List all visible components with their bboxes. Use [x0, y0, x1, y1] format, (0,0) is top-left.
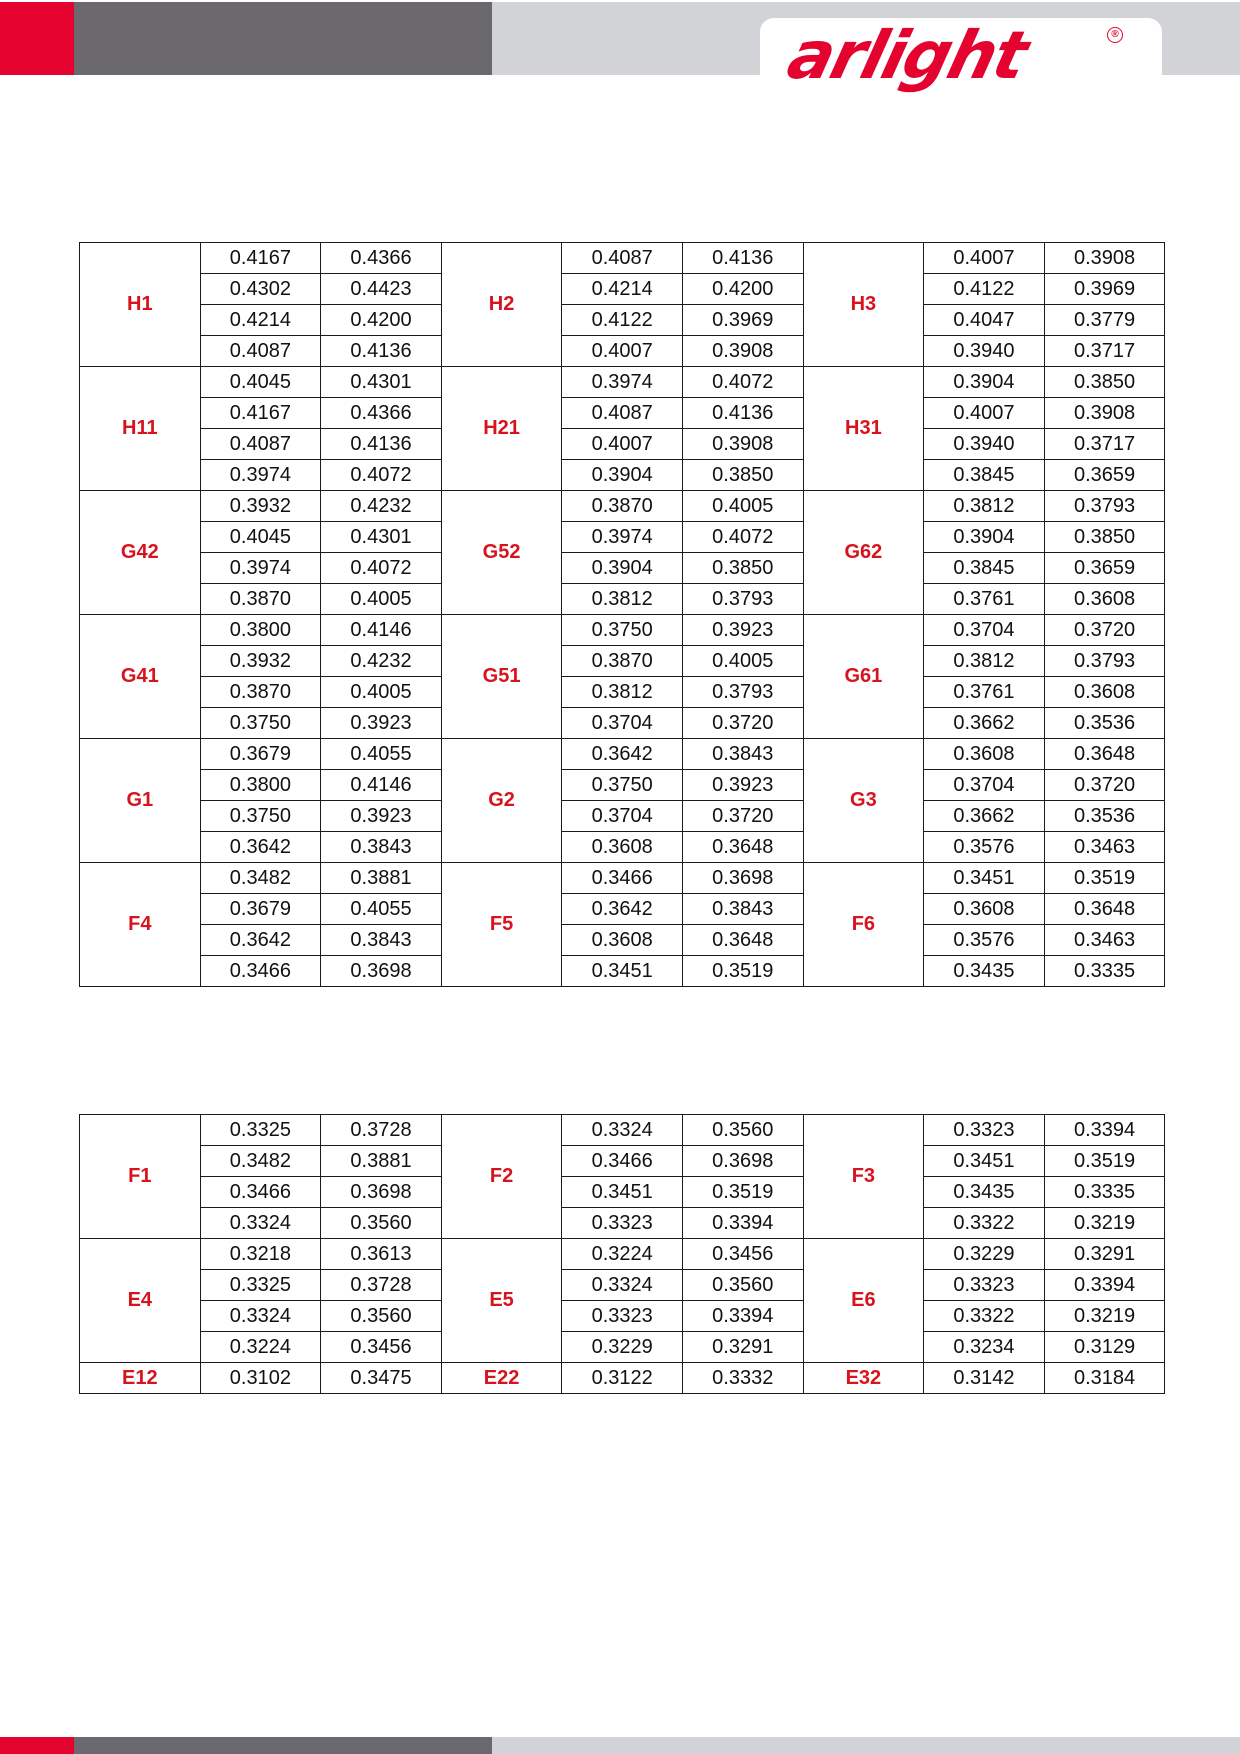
y-coordinate-cell: 0.3850: [682, 460, 803, 491]
y-coordinate-cell: 0.3717: [1044, 429, 1165, 460]
x-coordinate-cell: 0.3324: [562, 1270, 683, 1301]
x-coordinate-cell: 0.4167: [200, 398, 321, 429]
y-coordinate-cell: 0.3219: [1044, 1301, 1165, 1332]
bin-label: F4: [80, 863, 201, 987]
bin-label: F3: [803, 1115, 924, 1239]
x-coordinate-cell: 0.3482: [200, 1146, 321, 1177]
table-row: [80, 801, 1165, 832]
x-coordinate-cell: 0.3812: [562, 677, 683, 708]
y-coordinate-cell: 0.3456: [321, 1332, 442, 1363]
y-coordinate-cell: 0.3560: [682, 1270, 803, 1301]
brand-logo: arlight: [780, 17, 1034, 94]
y-coordinate-cell: 0.3908: [682, 336, 803, 367]
y-coordinate-cell: 0.4055: [321, 739, 442, 770]
y-coordinate-cell: 0.3698: [321, 1177, 442, 1208]
y-coordinate-cell: 0.4005: [682, 646, 803, 677]
bin-label: H31: [803, 367, 924, 491]
x-coordinate-cell: 0.3102: [200, 1363, 321, 1394]
y-coordinate-cell: 0.4072: [682, 522, 803, 553]
x-coordinate-cell: 0.3704: [562, 708, 683, 739]
bin-label: G62: [803, 491, 924, 615]
y-coordinate-cell: 0.3850: [1044, 367, 1165, 398]
y-coordinate-cell: 0.3779: [1044, 305, 1165, 336]
table-row: [80, 894, 1165, 925]
y-coordinate-cell: 0.4146: [321, 615, 442, 646]
x-coordinate-cell: 0.3435: [924, 1177, 1045, 1208]
x-coordinate-cell: 0.3679: [200, 894, 321, 925]
y-coordinate-cell: 0.4072: [321, 553, 442, 584]
y-coordinate-cell: 0.3335: [1044, 956, 1165, 987]
y-coordinate-cell: 0.3648: [1044, 894, 1165, 925]
y-coordinate-cell: 0.3698: [321, 956, 442, 987]
y-coordinate-cell: 0.3291: [682, 1332, 803, 1363]
footer-accent-gray: [74, 1737, 492, 1754]
table-row: [80, 1115, 1165, 1146]
y-coordinate-cell: 0.3475: [321, 1363, 442, 1394]
y-coordinate-cell: 0.3394: [682, 1208, 803, 1239]
y-coordinate-cell: 0.3184: [1044, 1363, 1165, 1394]
x-coordinate-cell: 0.3974: [562, 522, 683, 553]
x-coordinate-cell: 0.3466: [200, 1177, 321, 1208]
bin-table-body: [80, 243, 1165, 987]
x-coordinate-cell: 0.3122: [562, 1363, 683, 1394]
x-coordinate-cell: 0.3750: [562, 615, 683, 646]
x-coordinate-cell: 0.4122: [562, 305, 683, 336]
table-row: [80, 491, 1165, 522]
x-coordinate-cell: 0.3800: [200, 770, 321, 801]
y-coordinate-cell: 0.3850: [1044, 522, 1165, 553]
x-coordinate-cell: 0.4167: [200, 243, 321, 274]
y-coordinate-cell: 0.3717: [1044, 336, 1165, 367]
y-coordinate-cell: 0.4136: [682, 243, 803, 274]
x-coordinate-cell: 0.3466: [562, 863, 683, 894]
x-coordinate-cell: 0.3642: [562, 894, 683, 925]
y-coordinate-cell: 0.3659: [1044, 553, 1165, 584]
y-coordinate-cell: 0.3908: [682, 429, 803, 460]
y-coordinate-cell: 0.3923: [321, 801, 442, 832]
y-coordinate-cell: 0.3720: [682, 801, 803, 832]
y-coordinate-cell: 0.4146: [321, 770, 442, 801]
x-coordinate-cell: 0.3576: [924, 925, 1045, 956]
table-row: [80, 429, 1165, 460]
y-coordinate-cell: 0.3129: [1044, 1332, 1165, 1363]
table-row: [80, 522, 1165, 553]
y-coordinate-cell: 0.3560: [321, 1301, 442, 1332]
x-coordinate-cell: 0.3904: [924, 522, 1045, 553]
x-coordinate-cell: 0.3642: [562, 739, 683, 770]
x-coordinate-cell: 0.4045: [200, 522, 321, 553]
bin-label: E5: [441, 1239, 562, 1363]
y-coordinate-cell: 0.3969: [1044, 274, 1165, 305]
y-coordinate-cell: 0.3698: [682, 863, 803, 894]
y-coordinate-cell: 0.4136: [321, 336, 442, 367]
bin-label: H21: [441, 367, 562, 491]
x-coordinate-cell: 0.3974: [200, 553, 321, 584]
y-coordinate-cell: 0.3850: [682, 553, 803, 584]
table-row: [80, 1208, 1165, 1239]
x-coordinate-cell: 0.3812: [924, 491, 1045, 522]
x-coordinate-cell: 0.3642: [200, 832, 321, 863]
y-coordinate-cell: 0.3793: [1044, 491, 1165, 522]
y-coordinate-cell: 0.4423: [321, 274, 442, 305]
x-coordinate-cell: 0.3234: [924, 1332, 1045, 1363]
y-coordinate-cell: 0.3519: [1044, 863, 1165, 894]
y-coordinate-cell: 0.3608: [1044, 584, 1165, 615]
bin-table-lower: [79, 1114, 1165, 1394]
y-coordinate-cell: 0.3908: [1044, 398, 1165, 429]
x-coordinate-cell: 0.3323: [562, 1208, 683, 1239]
bin-label: H11: [80, 367, 201, 491]
y-coordinate-cell: 0.3519: [682, 1177, 803, 1208]
x-coordinate-cell: 0.3870: [562, 491, 683, 522]
y-coordinate-cell: 0.3720: [1044, 615, 1165, 646]
y-coordinate-cell: 0.4005: [321, 584, 442, 615]
x-coordinate-cell: 0.3324: [200, 1208, 321, 1239]
y-coordinate-cell: 0.3463: [1044, 925, 1165, 956]
x-coordinate-cell: 0.3323: [924, 1115, 1045, 1146]
x-coordinate-cell: 0.4214: [562, 274, 683, 305]
y-coordinate-cell: 0.3648: [682, 832, 803, 863]
table-row: [80, 398, 1165, 429]
y-coordinate-cell: 0.3881: [321, 863, 442, 894]
table-row: [80, 770, 1165, 801]
y-coordinate-cell: 0.4072: [682, 367, 803, 398]
x-coordinate-cell: 0.3466: [200, 956, 321, 987]
table-row: [80, 367, 1165, 398]
y-coordinate-cell: 0.3698: [682, 1146, 803, 1177]
x-coordinate-cell: 0.4214: [200, 305, 321, 336]
x-coordinate-cell: 0.3218: [200, 1239, 321, 1270]
x-coordinate-cell: 0.3761: [924, 677, 1045, 708]
bin-label: G3: [803, 739, 924, 863]
y-coordinate-cell: 0.4005: [682, 491, 803, 522]
x-coordinate-cell: 0.3750: [562, 770, 683, 801]
x-coordinate-cell: 0.4047: [924, 305, 1045, 336]
y-coordinate-cell: 0.3881: [321, 1146, 442, 1177]
table-row: [80, 863, 1165, 894]
x-coordinate-cell: 0.3750: [200, 708, 321, 739]
x-coordinate-cell: 0.3940: [924, 429, 1045, 460]
bin-label: G2: [441, 739, 562, 863]
y-coordinate-cell: 0.4072: [321, 460, 442, 491]
y-coordinate-cell: 0.4005: [321, 677, 442, 708]
x-coordinate-cell: 0.3322: [924, 1208, 1045, 1239]
x-coordinate-cell: 0.3845: [924, 460, 1045, 491]
x-coordinate-cell: 0.3451: [924, 863, 1045, 894]
y-coordinate-cell: 0.3728: [321, 1115, 442, 1146]
x-coordinate-cell: 0.3870: [562, 646, 683, 677]
y-coordinate-cell: 0.3394: [1044, 1270, 1165, 1301]
table-row: [80, 336, 1165, 367]
table-row: [80, 646, 1165, 677]
x-coordinate-cell: 0.4087: [562, 398, 683, 429]
y-coordinate-cell: 0.3843: [321, 832, 442, 863]
x-coordinate-cell: 0.3904: [562, 460, 683, 491]
x-coordinate-cell: 0.4007: [562, 336, 683, 367]
x-coordinate-cell: 0.3870: [200, 584, 321, 615]
bin-label: E12: [80, 1363, 201, 1394]
table-row: [80, 553, 1165, 584]
x-coordinate-cell: 0.3904: [924, 367, 1045, 398]
x-coordinate-cell: 0.3451: [562, 1177, 683, 1208]
y-coordinate-cell: 0.3843: [682, 739, 803, 770]
bin-label: E32: [803, 1363, 924, 1394]
bin-table-body: [80, 1115, 1165, 1394]
x-coordinate-cell: 0.3323: [924, 1270, 1045, 1301]
y-coordinate-cell: 0.3291: [1044, 1239, 1165, 1270]
x-coordinate-cell: 0.3812: [924, 646, 1045, 677]
y-coordinate-cell: 0.4232: [321, 491, 442, 522]
y-coordinate-cell: 0.3394: [1044, 1115, 1165, 1146]
x-coordinate-cell: 0.4087: [200, 429, 321, 460]
y-coordinate-cell: 0.3463: [1044, 832, 1165, 863]
x-coordinate-cell: 0.3229: [562, 1332, 683, 1363]
x-coordinate-cell: 0.3608: [924, 894, 1045, 925]
y-coordinate-cell: 0.4200: [682, 274, 803, 305]
y-coordinate-cell: 0.3219: [1044, 1208, 1165, 1239]
y-coordinate-cell: 0.3519: [1044, 1146, 1165, 1177]
y-coordinate-cell: 0.3659: [1044, 460, 1165, 491]
bin-label: E22: [441, 1363, 562, 1394]
x-coordinate-cell: 0.3845: [924, 553, 1045, 584]
table-row: [80, 243, 1165, 274]
bin-label: G61: [803, 615, 924, 739]
y-coordinate-cell: 0.3536: [1044, 708, 1165, 739]
x-coordinate-cell: 0.4007: [562, 429, 683, 460]
x-coordinate-cell: 0.3224: [562, 1239, 683, 1270]
y-coordinate-cell: 0.4136: [321, 429, 442, 460]
x-coordinate-cell: 0.3323: [562, 1301, 683, 1332]
y-coordinate-cell: 0.4136: [682, 398, 803, 429]
y-coordinate-cell: 0.4055: [321, 894, 442, 925]
y-coordinate-cell: 0.3394: [682, 1301, 803, 1332]
x-coordinate-cell: 0.3750: [200, 801, 321, 832]
registered-mark: ®: [1107, 27, 1123, 43]
x-coordinate-cell: 0.3576: [924, 832, 1045, 863]
x-coordinate-cell: 0.3800: [200, 615, 321, 646]
table-row: [80, 584, 1165, 615]
y-coordinate-cell: 0.4301: [321, 367, 442, 398]
bin-label: G51: [441, 615, 562, 739]
table-row: [80, 274, 1165, 305]
bin-label: H1: [80, 243, 201, 367]
x-coordinate-cell: 0.4087: [200, 336, 321, 367]
y-coordinate-cell: 0.3720: [682, 708, 803, 739]
y-coordinate-cell: 0.3608: [1044, 677, 1165, 708]
table-row: [80, 460, 1165, 491]
table-row: [80, 1270, 1165, 1301]
x-coordinate-cell: 0.4007: [924, 398, 1045, 429]
x-coordinate-cell: 0.3940: [924, 336, 1045, 367]
y-coordinate-cell: 0.3923: [682, 615, 803, 646]
y-coordinate-cell: 0.4301: [321, 522, 442, 553]
bin-label: F1: [80, 1115, 201, 1239]
x-coordinate-cell: 0.3324: [562, 1115, 683, 1146]
table-row: [80, 305, 1165, 336]
y-coordinate-cell: 0.3456: [682, 1239, 803, 1270]
y-coordinate-cell: 0.3560: [682, 1115, 803, 1146]
footer-accent-red: [0, 1737, 74, 1754]
x-coordinate-cell: 0.3704: [924, 615, 1045, 646]
x-coordinate-cell: 0.3679: [200, 739, 321, 770]
x-coordinate-cell: 0.3904: [562, 553, 683, 584]
bin-label: H3: [803, 243, 924, 367]
y-coordinate-cell: 0.3843: [682, 894, 803, 925]
y-coordinate-cell: 0.3560: [321, 1208, 442, 1239]
y-coordinate-cell: 0.3728: [321, 1270, 442, 1301]
x-coordinate-cell: 0.3974: [200, 460, 321, 491]
x-coordinate-cell: 0.3662: [924, 708, 1045, 739]
y-coordinate-cell: 0.3536: [1044, 801, 1165, 832]
x-coordinate-cell: 0.3704: [924, 770, 1045, 801]
bin-label: G1: [80, 739, 201, 863]
table-row: [80, 1332, 1165, 1363]
y-coordinate-cell: 0.3793: [682, 584, 803, 615]
bin-label: H2: [441, 243, 562, 367]
header-accent-red: [0, 2, 74, 75]
x-coordinate-cell: 0.3642: [200, 925, 321, 956]
table-row: [80, 739, 1165, 770]
x-coordinate-cell: 0.3322: [924, 1301, 1045, 1332]
table-row: [80, 1363, 1165, 1394]
x-coordinate-cell: 0.3662: [924, 801, 1045, 832]
x-coordinate-cell: 0.3435: [924, 956, 1045, 987]
y-coordinate-cell: 0.3720: [1044, 770, 1165, 801]
bin-label: G52: [441, 491, 562, 615]
y-coordinate-cell: 0.3908: [1044, 243, 1165, 274]
table-row: [80, 1239, 1165, 1270]
table-row: [80, 677, 1165, 708]
x-coordinate-cell: 0.3224: [200, 1332, 321, 1363]
x-coordinate-cell: 0.3325: [200, 1270, 321, 1301]
x-coordinate-cell: 0.3812: [562, 584, 683, 615]
y-coordinate-cell: 0.3923: [682, 770, 803, 801]
x-coordinate-cell: 0.3608: [924, 739, 1045, 770]
x-coordinate-cell: 0.3932: [200, 646, 321, 677]
y-coordinate-cell: 0.3335: [1044, 1177, 1165, 1208]
y-coordinate-cell: 0.3843: [321, 925, 442, 956]
x-coordinate-cell: 0.3870: [200, 677, 321, 708]
y-coordinate-cell: 0.3332: [682, 1363, 803, 1394]
table-row: [80, 956, 1165, 987]
y-coordinate-cell: 0.3923: [321, 708, 442, 739]
x-coordinate-cell: 0.3482: [200, 863, 321, 894]
y-coordinate-cell: 0.3648: [682, 925, 803, 956]
bin-label: E4: [80, 1239, 201, 1363]
y-coordinate-cell: 0.3969: [682, 305, 803, 336]
table-row: [80, 1146, 1165, 1177]
x-coordinate-cell: 0.3142: [924, 1363, 1045, 1394]
y-coordinate-cell: 0.4232: [321, 646, 442, 677]
x-coordinate-cell: 0.3932: [200, 491, 321, 522]
y-coordinate-cell: 0.3519: [682, 956, 803, 987]
table-row: [80, 708, 1165, 739]
x-coordinate-cell: 0.3608: [562, 925, 683, 956]
x-coordinate-cell: 0.3229: [924, 1239, 1045, 1270]
x-coordinate-cell: 0.4087: [562, 243, 683, 274]
x-coordinate-cell: 0.4122: [924, 274, 1045, 305]
y-coordinate-cell: 0.4366: [321, 398, 442, 429]
footer-accent-light: [492, 1737, 1240, 1754]
bin-label: F5: [441, 863, 562, 987]
y-coordinate-cell: 0.3793: [1044, 646, 1165, 677]
x-coordinate-cell: 0.3704: [562, 801, 683, 832]
bin-label: G41: [80, 615, 201, 739]
x-coordinate-cell: 0.4045: [200, 367, 321, 398]
bin-label: G42: [80, 491, 201, 615]
table-row: [80, 1177, 1165, 1208]
x-coordinate-cell: 0.3451: [924, 1146, 1045, 1177]
bin-label: E6: [803, 1239, 924, 1363]
bin-label: F6: [803, 863, 924, 987]
table-row: [80, 615, 1165, 646]
table-row: [80, 832, 1165, 863]
x-coordinate-cell: 0.4007: [924, 243, 1045, 274]
y-coordinate-cell: 0.4366: [321, 243, 442, 274]
x-coordinate-cell: 0.3325: [200, 1115, 321, 1146]
y-coordinate-cell: 0.3793: [682, 677, 803, 708]
x-coordinate-cell: 0.3974: [562, 367, 683, 398]
bin-label: F2: [441, 1115, 562, 1239]
x-coordinate-cell: 0.3608: [562, 832, 683, 863]
table-row: [80, 925, 1165, 956]
bin-table-upper: [79, 242, 1165, 987]
header-accent-gray: [74, 2, 492, 75]
y-coordinate-cell: 0.3613: [321, 1239, 442, 1270]
y-coordinate-cell: 0.4200: [321, 305, 442, 336]
x-coordinate-cell: 0.3466: [562, 1146, 683, 1177]
x-coordinate-cell: 0.3451: [562, 956, 683, 987]
table-row: [80, 1301, 1165, 1332]
x-coordinate-cell: 0.3761: [924, 584, 1045, 615]
x-coordinate-cell: 0.4302: [200, 274, 321, 305]
y-coordinate-cell: 0.3648: [1044, 739, 1165, 770]
x-coordinate-cell: 0.3324: [200, 1301, 321, 1332]
